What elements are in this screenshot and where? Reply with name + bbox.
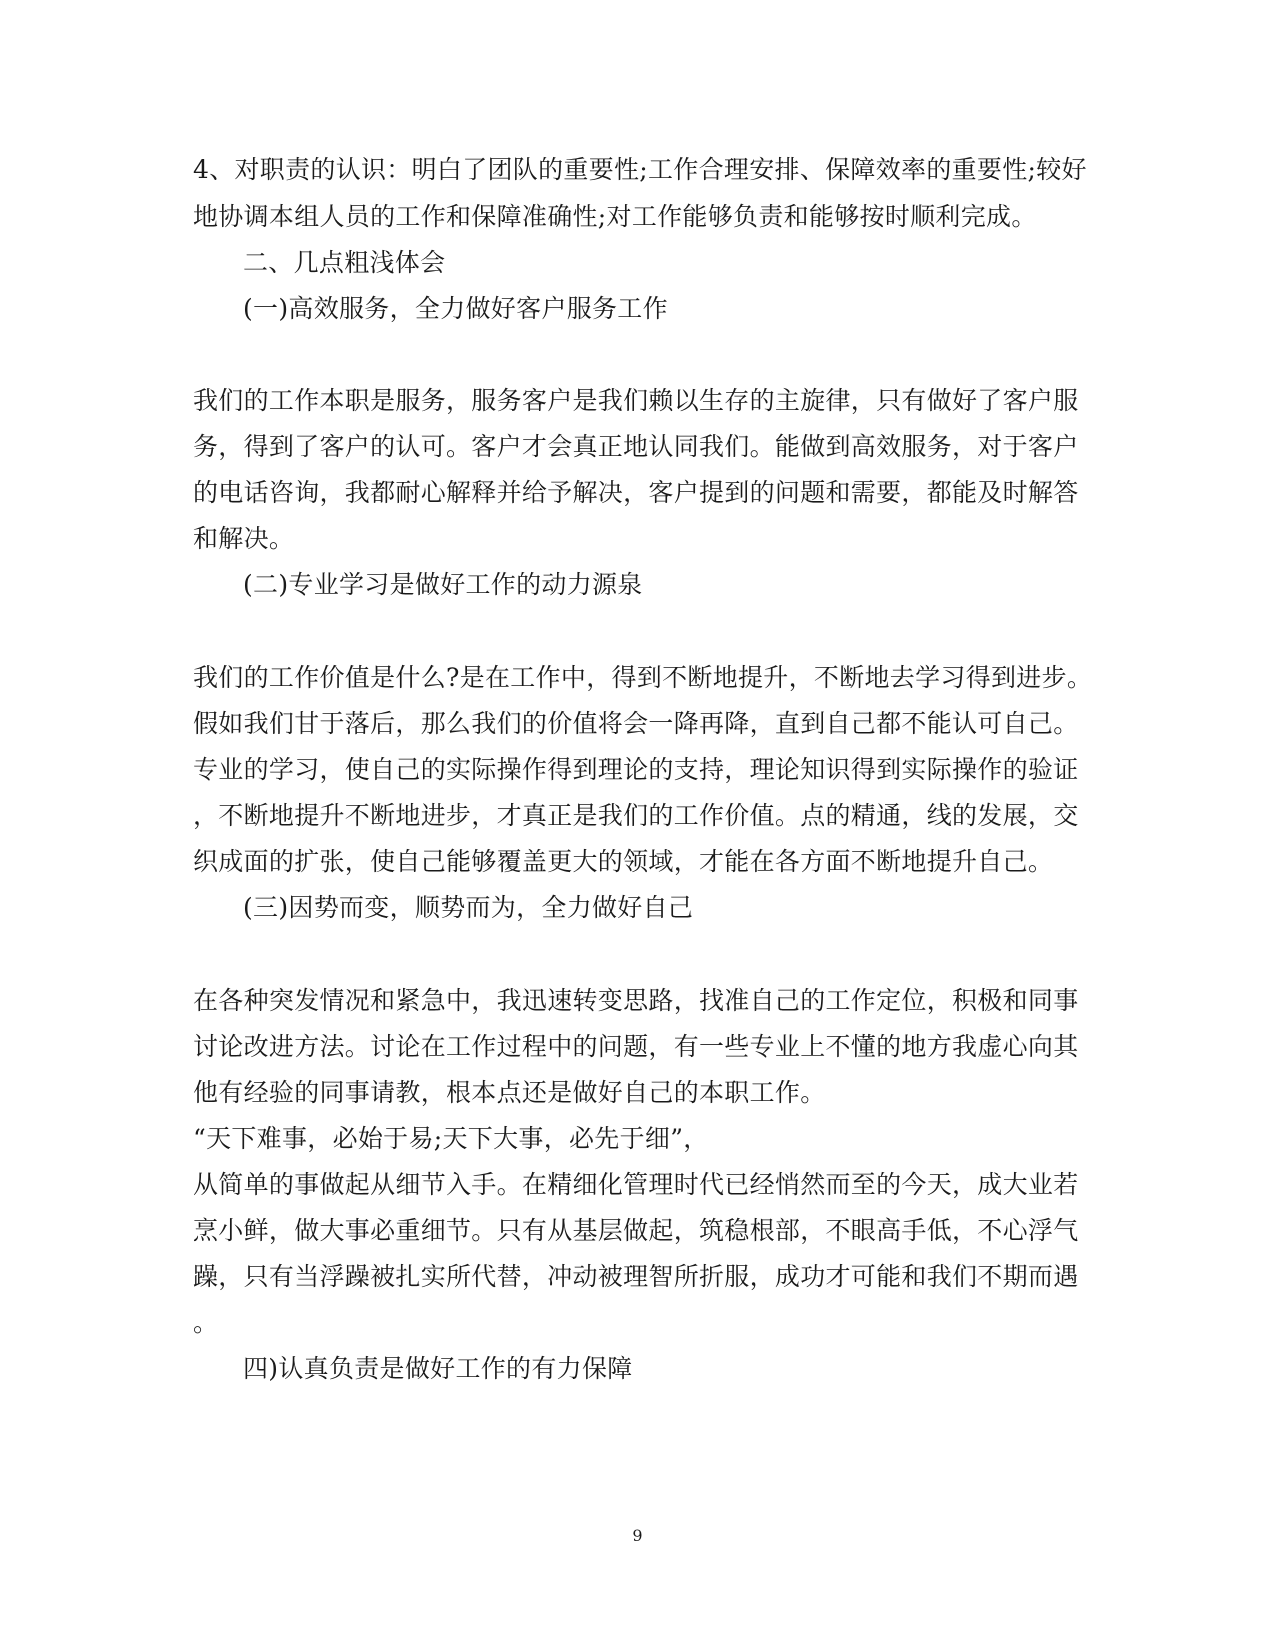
paragraph-line: 讨论改进方法。讨论在工作过程中的问题，有一些专业上不懂的地方我虚心向其 — [193, 1032, 1079, 1061]
section-heading: 二、几点粗浅体会 — [243, 248, 446, 277]
quote-line: “天下难事，必始于易;天下大事，必先于细”， — [193, 1124, 709, 1153]
paragraph-line: 专业的学习，使自己的实际操作得到理论的支持，理论知识得到实际操作的验证 — [193, 755, 1079, 784]
paragraph-line: 假如我们甘于落后，那么我们的价值将会一降再降，直到自己都不能认可自己。 — [193, 709, 1079, 738]
paragraph-line: 和解决。 — [193, 524, 295, 553]
paragraph-line: 务，得到了客户的认可。客户才会真正地认同我们。能做到高效服务，对于客户 — [193, 432, 1079, 461]
subsection-heading: 四)认真负责是做好工作的有力保障 — [243, 1354, 633, 1383]
paragraph-line: 他有经验的同事请教，根本点还是做好自己的本职工作。 — [193, 1078, 826, 1107]
paragraph-line: 地协调本组人员的工作和保障准确性;对工作能够负责和能够按时顺利完成。 — [193, 202, 1037, 231]
subsection-heading: (三)因势而变，顺势而为，全力做好自己 — [243, 893, 694, 922]
paragraph-line: 的电话咨询，我都耐心解释并给予解决，客户提到的问题和需要，都能及时解答 — [193, 478, 1079, 507]
paragraph-line: 4、对职责的认识：明白了团队的重要性;工作合理安排、保障效率的重要性;较好 — [193, 155, 1087, 184]
paragraph-line: ，不断地提升不断地进步，才真正是我们的工作价值。点的精通，线的发展，交 — [193, 801, 1079, 830]
paragraph-line: 在各种突发情况和紧急中，我迅速转变思路，找准自己的工作定位，积极和同事 — [193, 986, 1079, 1015]
subsection-heading: (二)专业学习是做好工作的动力源泉 — [243, 570, 643, 599]
paragraph-line: 烹小鲜，做大事必重细节。只有从基层做起，筑稳根部，不眼高手低，不心浮气 — [193, 1216, 1079, 1245]
paragraph-line: 我们的工作本职是服务，服务客户是我们赖以生存的主旋律，只有做好了客户服 — [193, 386, 1079, 415]
paragraph-line: 我们的工作价值是什么?是在工作中，得到不断地提升，不断地去学习得到进步。 — [193, 663, 1093, 692]
paragraph-line: 织成面的扩张，使自己能够覆盖更大的领域，才能在各方面不断地提升自己。 — [193, 847, 1054, 876]
subsection-heading: (一)高效服务，全力做好客户服务工作 — [243, 294, 668, 323]
paragraph-line: 。 — [193, 1308, 219, 1337]
page-number: 9 — [632, 1526, 643, 1545]
paragraph-line: 躁，只有当浮躁被扎实所代替，冲动被理智所折服，成功才可能和我们不期而遇 — [193, 1262, 1079, 1291]
paragraph-line: 从简单的事做起从细节入手。在精细化管理时代已经悄然而至的今天，成大业若 — [193, 1170, 1079, 1199]
